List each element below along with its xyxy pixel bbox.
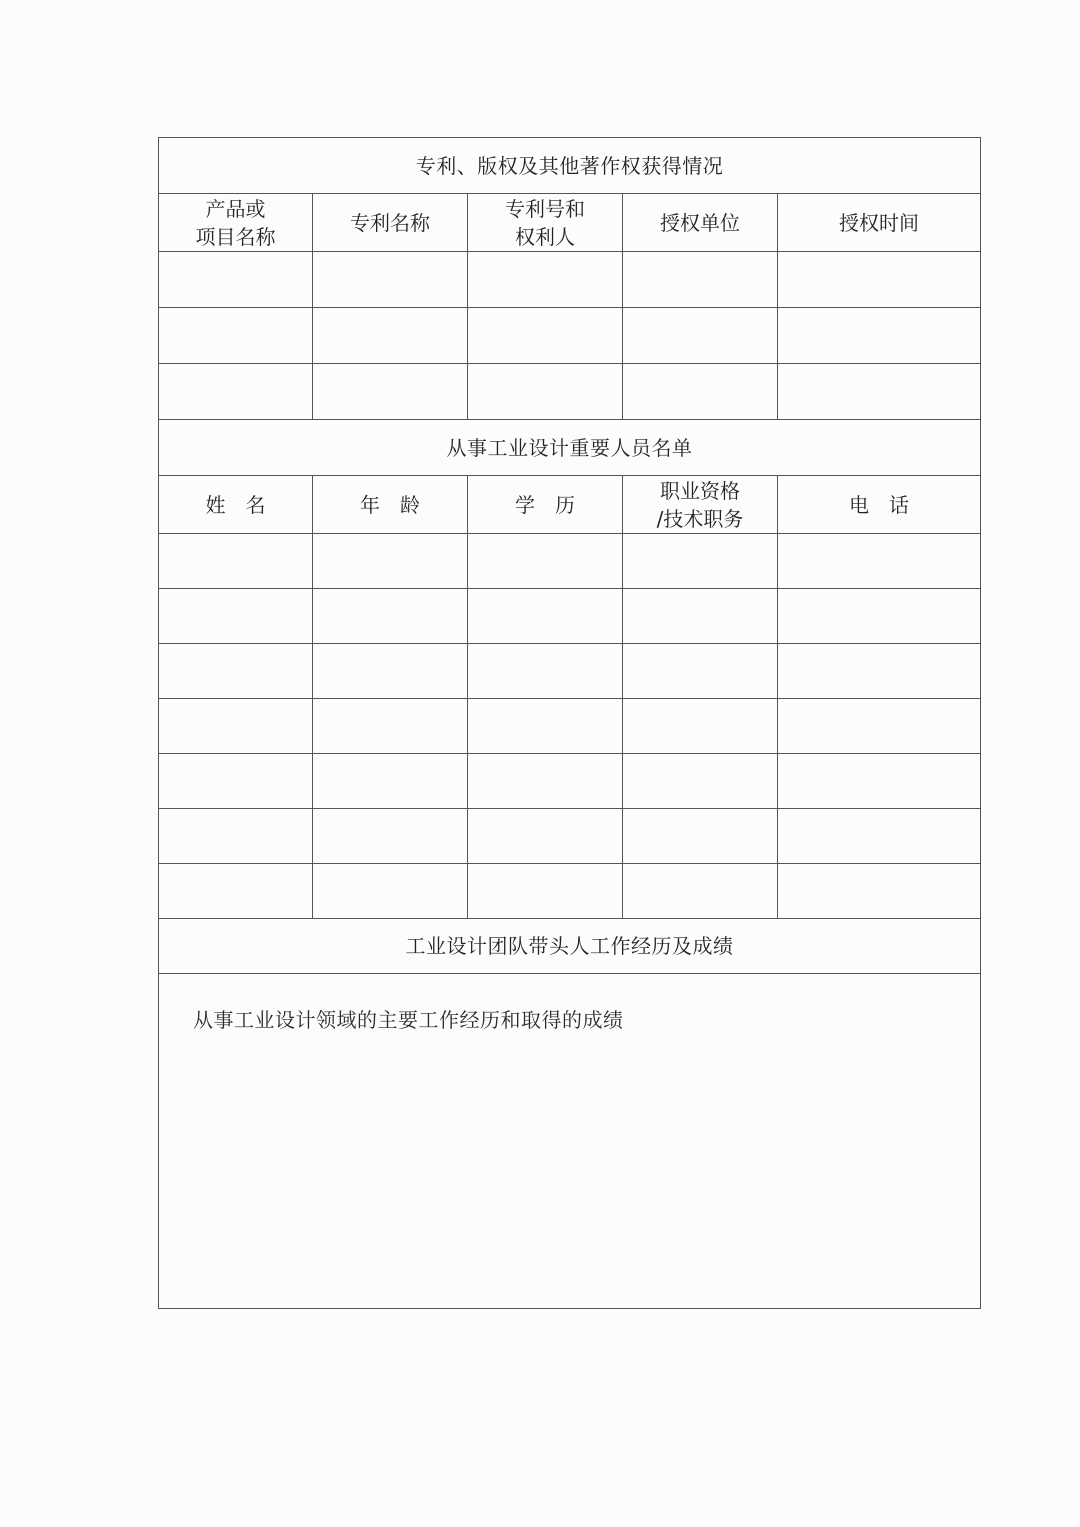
personnel-cell[interactable] <box>778 644 981 699</box>
personnel-cell[interactable] <box>468 644 623 699</box>
personnel-cell[interactable] <box>778 534 981 589</box>
personnel-cell[interactable] <box>778 589 981 644</box>
patent-cell[interactable] <box>313 308 468 364</box>
personnel-row <box>159 644 981 699</box>
application-form-table <box>158 137 981 1309</box>
personnel-row <box>159 699 981 754</box>
patent-header-patent-number: 专利号和 权利人 <box>505 196 585 249</box>
personnel-cell[interactable] <box>468 864 623 919</box>
personnel-cell[interactable] <box>778 809 981 864</box>
personnel-header-cell <box>159 476 313 534</box>
leader-experience-field[interactable] <box>159 974 981 1309</box>
patent-header-cell <box>313 194 468 252</box>
personnel-cell[interactable] <box>623 809 778 864</box>
personnel-header-cell <box>778 476 981 534</box>
personnel-row <box>159 589 981 644</box>
personnel-cell[interactable] <box>468 589 623 644</box>
personnel-cell[interactable] <box>778 754 981 809</box>
patent-row <box>159 364 981 420</box>
personnel-row <box>159 534 981 589</box>
leader-section-title-row <box>159 919 981 974</box>
personnel-cell[interactable] <box>623 864 778 919</box>
patent-header-grant-time: 授权时间 <box>839 210 920 235</box>
personnel-row <box>159 754 981 809</box>
personnel-cell[interactable] <box>313 754 468 809</box>
patent-cell[interactable] <box>778 252 981 308</box>
patent-cell[interactable] <box>159 252 313 308</box>
patent-cell[interactable] <box>623 252 778 308</box>
personnel-cell[interactable] <box>159 864 313 919</box>
personnel-header-row <box>159 476 981 534</box>
personnel-cell[interactable] <box>778 699 981 754</box>
patent-header-grant-unit: 授权单位 <box>660 210 740 235</box>
patent-header-cell <box>468 194 623 252</box>
personnel-header-cell <box>468 476 623 534</box>
patent-header-cell <box>778 194 981 252</box>
patent-cell[interactable] <box>159 364 313 420</box>
patent-section-title-row <box>159 138 981 194</box>
personnel-header-cell <box>313 476 468 534</box>
patent-cell[interactable] <box>468 252 623 308</box>
personnel-cell[interactable] <box>468 754 623 809</box>
personnel-header-age: 年 龄 <box>360 492 420 517</box>
personnel-cell[interactable] <box>313 809 468 864</box>
leader-experience-prompt: 从事工业设计领域的主要工作经历和取得的成绩 <box>193 1008 624 1032</box>
personnel-cell[interactable] <box>313 864 468 919</box>
personnel-cell[interactable] <box>159 699 313 754</box>
patent-header-cell <box>623 194 778 252</box>
personnel-cell[interactable] <box>623 754 778 809</box>
personnel-header-education: 学 历 <box>515 492 575 517</box>
personnel-cell[interactable] <box>623 589 778 644</box>
personnel-section-title-row <box>159 420 981 476</box>
personnel-header-qualification: 职业资格 /技术职务 <box>656 478 744 531</box>
personnel-cell[interactable] <box>159 809 313 864</box>
patent-cell[interactable] <box>468 308 623 364</box>
personnel-cell[interactable] <box>623 699 778 754</box>
patent-header-cell <box>159 194 313 252</box>
personnel-header-name: 姓 名 <box>205 492 266 517</box>
patent-row <box>159 308 981 364</box>
personnel-header-phone: 电 话 <box>849 492 910 517</box>
personnel-cell[interactable] <box>623 644 778 699</box>
patent-header-row <box>159 194 981 252</box>
patent-section-title: 专利、版权及其他著作权获得情况 <box>159 138 981 194</box>
patent-row <box>159 252 981 308</box>
personnel-cell[interactable] <box>159 754 313 809</box>
personnel-header-cell <box>623 476 778 534</box>
personnel-cell[interactable] <box>778 864 981 919</box>
personnel-row <box>159 809 981 864</box>
patent-cell[interactable] <box>778 308 981 364</box>
personnel-cell[interactable] <box>313 644 468 699</box>
personnel-cell[interactable] <box>159 534 313 589</box>
personnel-cell[interactable] <box>313 699 468 754</box>
patent-cell[interactable] <box>778 364 981 420</box>
patent-cell[interactable] <box>623 308 778 364</box>
patent-header-product-name: 产品或 项目名称 <box>195 196 276 249</box>
patent-cell[interactable] <box>623 364 778 420</box>
personnel-row <box>159 864 981 919</box>
patent-cell[interactable] <box>159 308 313 364</box>
leader-section-title: 工业设计团队带头人工作经历及成绩 <box>159 919 981 974</box>
personnel-cell[interactable] <box>159 644 313 699</box>
patent-header-patent-name: 专利名称 <box>350 210 430 235</box>
personnel-section-title: 从事工业设计重要人员名单 <box>159 420 981 476</box>
patent-cell[interactable] <box>313 252 468 308</box>
personnel-cell[interactable] <box>313 534 468 589</box>
personnel-cell[interactable] <box>468 699 623 754</box>
personnel-cell[interactable] <box>623 534 778 589</box>
personnel-cell[interactable] <box>468 809 623 864</box>
leader-body-row <box>159 974 981 1309</box>
personnel-cell[interactable] <box>159 589 313 644</box>
patent-cell[interactable] <box>313 364 468 420</box>
personnel-cell[interactable] <box>468 534 623 589</box>
personnel-cell[interactable] <box>313 589 468 644</box>
patent-cell[interactable] <box>468 364 623 420</box>
